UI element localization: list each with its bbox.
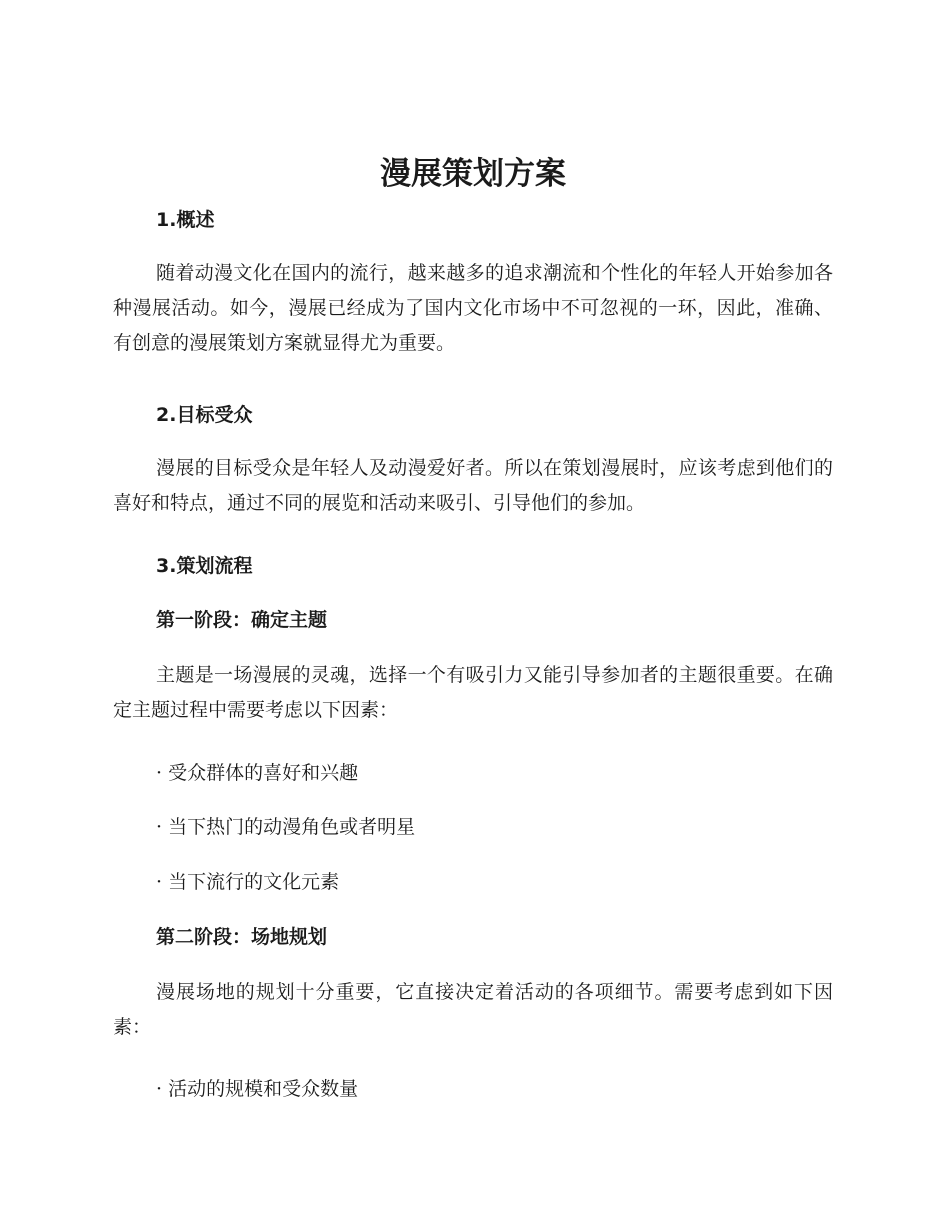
paragraph-overview: 随着动漫文化在国内的流行，越来越多的追求潮流和个性化的年轻人开始参加各种漫展活动。如今，漫展已经成为了国内文化市场中不可忽视的一环，因此，准确、有创意的漫展策划方案就显得尤为重要。	[113, 262, 833, 354]
list-item: · 当下热门的动漫角色或者明星	[156, 816, 416, 838]
section-heading-overview: 1.概述	[156, 209, 215, 231]
stage-heading-venue: 第二阶段：场地规划	[156, 926, 328, 948]
section-heading-planning-process: 3.策划流程	[156, 555, 253, 577]
paragraph-target-audience: 漫展的目标受众是年轻人及动漫爱好者。所以在策划漫展时，应该考虑到他们的喜好和特点，通过不同的展览和活动来吸引、引导他们的参加。	[113, 457, 833, 514]
list-item: · 活动的规模和受众数量	[156, 1078, 359, 1100]
list-item: · 当下流行的文化元素	[156, 871, 340, 893]
paragraph-theme: 主题是一场漫展的灵魂，选择一个有吸引力又能引导参加者的主题很重要。在确定主题过程中需要考虑以下因素：	[113, 664, 833, 721]
paragraph-venue: 漫展场地的规划十分重要，它直接决定着活动的各项细节。需要考虑到如下因素：	[113, 981, 833, 1038]
stage-heading-theme: 第一阶段：确定主题	[156, 609, 328, 631]
list-item: · 受众群体的喜好和兴趣	[156, 762, 359, 784]
section-heading-target-audience: 2.目标受众	[156, 404, 253, 426]
document-title: 漫展策划方案	[380, 156, 566, 192]
